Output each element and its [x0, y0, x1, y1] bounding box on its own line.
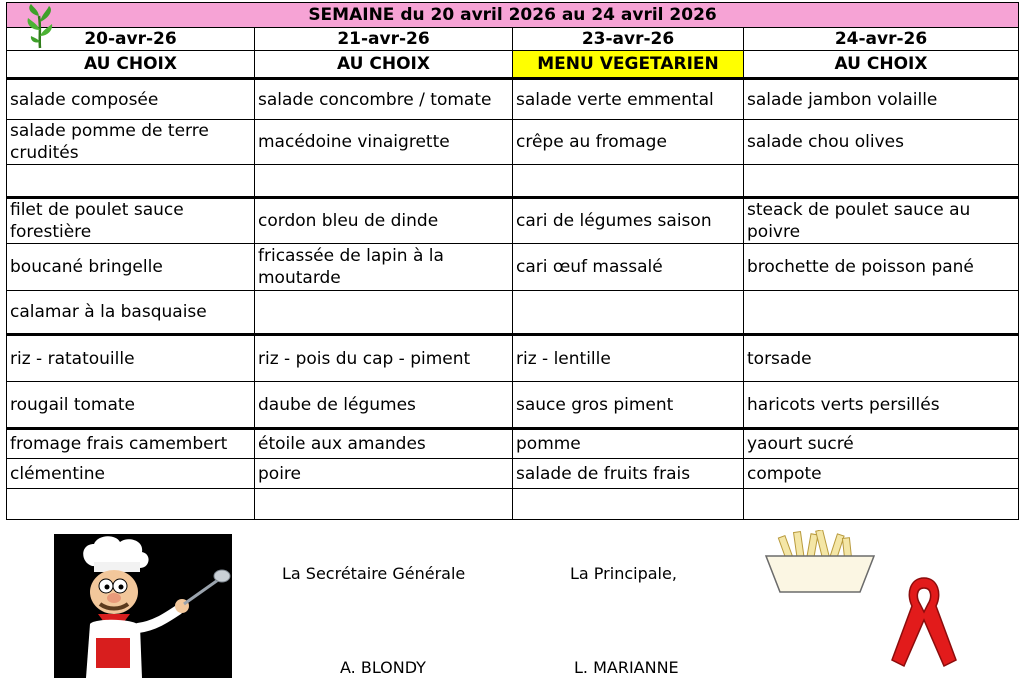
menu-type: AU CHOIX [744, 51, 1019, 79]
dish-cell [744, 489, 1019, 520]
dish-cell: calamar à la basquaise [7, 291, 255, 335]
dish-cell: yaourt sucré [744, 429, 1019, 459]
date-row [7, 28, 1019, 51]
dish-cell: sauce gros piment [513, 382, 744, 429]
day-date: 20-avr-26 [7, 28, 255, 51]
dish-cell [744, 165, 1019, 198]
day-date: 23-avr-26 [513, 28, 744, 51]
dish-cell: steack de poulet sauce au poivre [744, 198, 1019, 244]
dish-row [7, 382, 1019, 429]
dish-cell [255, 165, 513, 198]
week-title: SEMAINE du 20 avril 2026 au 24 avril 2026 [7, 3, 1019, 28]
dish-cell: rougail tomate [7, 382, 255, 429]
dish-cell: brochette de poisson pané [744, 244, 1019, 291]
choice-row [7, 51, 1019, 79]
principal-title: La Principale, [570, 564, 677, 583]
chef-icon [54, 534, 232, 678]
dish-cell [255, 489, 513, 520]
dish-cell: torsade [744, 335, 1019, 382]
dish-cell: fromage frais camembert [7, 429, 255, 459]
dish-row [7, 165, 1019, 198]
dish-cell: fricassée de lapin à la moutarde [255, 244, 513, 291]
dish-cell: riz - pois du cap - piment [255, 335, 513, 382]
dish-cell: salade verte emmental [513, 79, 744, 120]
dish-cell [744, 291, 1019, 335]
dish-row [7, 244, 1019, 291]
dish-cell [513, 165, 744, 198]
dish-cell: cari œuf massalé [513, 244, 744, 291]
dish-row [7, 120, 1019, 165]
menu-table [6, 2, 1019, 520]
dish-cell: boucané bringelle [7, 244, 255, 291]
dish-cell: salade chou olives [744, 120, 1019, 165]
ribbon-icon [884, 572, 964, 668]
day-date: 21-avr-26 [255, 28, 513, 51]
principal-name: L. MARIANNE [574, 658, 679, 677]
dish-cell: salade concombre / tomate [255, 79, 513, 120]
dish-cell [7, 489, 255, 520]
menu-type-vegetarian: MENU VEGETARIEN [513, 51, 744, 79]
dish-cell: salade de fruits frais [513, 459, 744, 489]
dish-row [7, 291, 1019, 335]
dish-cell [7, 165, 255, 198]
dish-cell: crêpe au fromage [513, 120, 744, 165]
leaf-icon [22, 2, 58, 50]
dish-cell [513, 489, 744, 520]
dish-cell [255, 291, 513, 335]
dish-row [7, 489, 1019, 520]
dish-cell: cordon bleu de dinde [255, 198, 513, 244]
dish-cell: pomme [513, 429, 744, 459]
dish-row [7, 198, 1019, 244]
dish-row [7, 459, 1019, 489]
dish-cell: poire [255, 459, 513, 489]
secretary-title: La Secrétaire Générale [282, 564, 466, 583]
chef-illustration [54, 534, 232, 678]
dish-row [7, 335, 1019, 382]
dish-cell: haricots verts persillés [744, 382, 1019, 429]
day-date: 24-avr-26 [744, 28, 1019, 51]
dish-cell: macédoine vinaigrette [255, 120, 513, 165]
dish-cell [513, 291, 744, 335]
secretary-name: A. BLONDY [340, 658, 426, 677]
dish-cell: riz - ratatouille [7, 335, 255, 382]
dish-cell: salade jambon volaille [744, 79, 1019, 120]
menu-type: AU CHOIX [255, 51, 513, 79]
dish-cell: salade pomme de terre crudités [7, 120, 255, 165]
title-row [7, 3, 1019, 28]
dish-cell: compote [744, 459, 1019, 489]
dish-cell: clémentine [7, 459, 255, 489]
dish-cell: salade composée [7, 79, 255, 120]
dish-cell: cari de légumes saison [513, 198, 744, 244]
fries-icon [760, 530, 880, 600]
dish-cell: étoile aux amandes [255, 429, 513, 459]
menu-type: AU CHOIX [7, 51, 255, 79]
footer [0, 530, 1024, 684]
dish-row [7, 79, 1019, 120]
dish-cell: daube de légumes [255, 382, 513, 429]
dish-cell: filet de poulet sauce forestière [7, 198, 255, 244]
dish-row [7, 429, 1019, 459]
menu-sheet [6, 2, 1018, 520]
dish-cell: riz - lentille [513, 335, 744, 382]
